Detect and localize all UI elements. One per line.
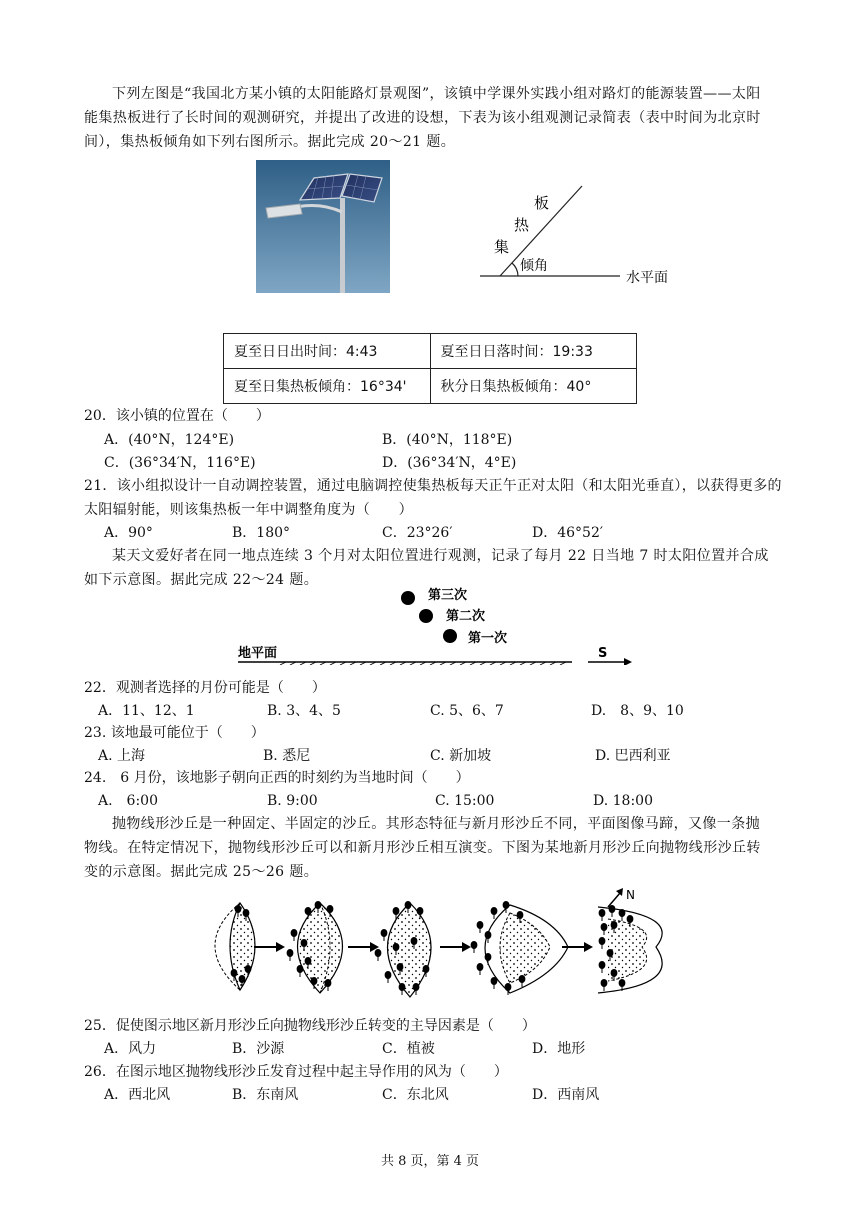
q20-option-c: C．(36°34′N，116°E) <box>104 455 256 471</box>
question-23-stem: 23. 该地最可能位于（ ） <box>84 725 265 741</box>
dune-stage-4 <box>471 901 568 995</box>
panel-char-re: 热 <box>514 216 530 234</box>
intro-paragraph-22-24: 某天文爱好者在同一地点连续 3 个月对太阳位置进行观测，记录了每月 22 日当地 7 时太阳位置并合成如下示意图。据此完成 22～24 题。 <box>84 548 769 588</box>
q23-option-d: D. 巴西利亚 <box>595 748 671 764</box>
question-25-stem: 25．促使图示地区新月形沙丘向抛物线形沙丘转变的主导因素是（ ） <box>84 1018 536 1034</box>
stage-arrow-icon <box>584 942 593 952</box>
sun-position-first <box>443 629 457 643</box>
q21-option-b: B．180° <box>232 525 291 541</box>
intro-paragraph-25-26: 抛物线形沙丘是一种固定、半固定的沙丘。其形态特征与新月形沙丘不同，平面图像马蹄，又像一条抛物线。在特定情况下，抛物线形沙丘可以和新月形沙丘相互演变。下图为某地新月形沙丘向抛物线形沙丘转变的示意图。据此完成 25～26 题。 <box>84 816 761 880</box>
label-first-observation: 第一次 <box>468 631 508 646</box>
question-26-stem: 26．在图示地区抛物线形沙丘发育过程中起主导作用的风为（ ） <box>84 1064 508 1080</box>
dune-stage-5 <box>598 905 662 993</box>
observation-table <box>223 333 637 404</box>
q20-option-d: D．(36°34′N，4°E) <box>382 455 517 471</box>
tilt-angle-diagram <box>470 180 700 290</box>
q22-option-c: C. 5、6、7 <box>430 703 504 719</box>
intro-paragraph-20-21: 下列左图是“我国北方某小镇的太阳能路灯景观图”，该镇中学课外实践小组对路灯的能源装置——太阳能集热板进行了长时间的观测研究，并提出了改进的设想，下表为该小组观测记录简表（表中时间为北京时间），集热板倾角如下列右图所示。据此完成 20～21 题。 <box>84 86 761 150</box>
question-21-stem: 21．该小组拟设计一自动调控装置，通过电脑调控使集热板每天正午正对太阳（和太阳光垂直），以获得更多的太阳辐射能，则该集热板一年中调整角度为（ ） <box>84 478 782 518</box>
table-cell-sunset: 夏至日日落时间：19:33 <box>430 334 637 369</box>
page-footer: 共 8 页，第 4 页 <box>380 1154 480 1169</box>
q24-option-d: D. 18:00 <box>593 793 653 809</box>
label-third-observation: 第三次 <box>428 588 468 603</box>
south-arrow-icon <box>624 658 632 665</box>
north-arrow-shaft <box>608 893 620 907</box>
q21-option-d: D．46°52′ <box>532 525 604 541</box>
q26-option-c: C．东北风 <box>382 1087 449 1103</box>
q24-option-a: A. 6:00 <box>98 793 158 809</box>
q26-option-a: A．西北风 <box>104 1087 171 1103</box>
q23-option-a: A. 上海 <box>98 748 146 764</box>
table-cell-autumn-angle: 秋分日集热板倾角：40° <box>430 369 637 404</box>
sun-position-third <box>401 591 415 605</box>
stage-arrow-icon <box>276 942 285 952</box>
q22-option-a: A．11、12、1 <box>98 703 195 719</box>
q25-option-a: A．风力 <box>104 1041 157 1057</box>
table-cell-sunrise: 夏至日日出时间：4:43 <box>224 334 431 369</box>
solar-street-light-photo <box>256 160 390 293</box>
q21-option-a: A．90° <box>104 525 153 541</box>
q23-option-c: C. 新加坡 <box>430 748 492 764</box>
question-22-stem: 22．观测者选择的月份可能是（ ） <box>84 680 326 696</box>
table-row <box>224 334 637 369</box>
sun-position-diagram <box>230 585 640 665</box>
q24-option-c: C. 15:00 <box>435 793 495 809</box>
stage-arrow-icon <box>462 942 471 952</box>
q24-option-b: B. 9:00 <box>267 793 318 809</box>
table-cell-summer-angle: 夏至日集热板倾角：16°34' <box>224 369 431 404</box>
label-south: S <box>598 646 608 661</box>
label-second-observation: 第二次 <box>446 609 486 624</box>
sun-position-second <box>419 609 433 623</box>
q22-option-d: D. 8、9、10 <box>591 703 684 719</box>
panel-char-ban: 板 <box>534 194 550 212</box>
q26-option-b: B．东南风 <box>232 1087 299 1103</box>
q20-option-b: B．(40°N，118°E) <box>382 432 513 448</box>
tilt-angle-label: 倾角 <box>520 258 548 274</box>
q25-option-d: D．地形 <box>532 1041 586 1057</box>
table-row <box>224 369 637 404</box>
q26-option-d: D．西南风 <box>532 1087 600 1103</box>
dune-stage-2 <box>287 901 343 993</box>
dune-stage-3 <box>375 901 431 997</box>
q20-option-a: A．(40°N，124°E) <box>104 432 235 448</box>
north-label: N <box>626 888 635 902</box>
label-ground-plane: 地平面 <box>238 646 278 661</box>
question-20-stem: 20．该小镇的位置在（ ） <box>84 408 270 424</box>
q22-option-b: B. 3、4、5 <box>267 703 341 719</box>
q25-option-c: C．植被 <box>382 1041 435 1057</box>
angle-arc <box>512 263 518 276</box>
north-arrow-icon <box>616 888 623 896</box>
dune-transformation-diagram <box>190 885 670 1010</box>
dune-stage-1 <box>215 903 255 990</box>
question-24-stem: 24. 6 月份，该地影子朝向正西的时刻约为当地时间（ ） <box>84 770 470 786</box>
horizontal-plane-label: 水平面 <box>626 270 668 286</box>
q25-option-b: B．沙源 <box>232 1041 285 1057</box>
q21-option-c: C．23°26′ <box>382 525 453 541</box>
q23-option-b: B. 悉尼 <box>263 748 311 764</box>
panel-char-ji: 集 <box>494 238 510 256</box>
